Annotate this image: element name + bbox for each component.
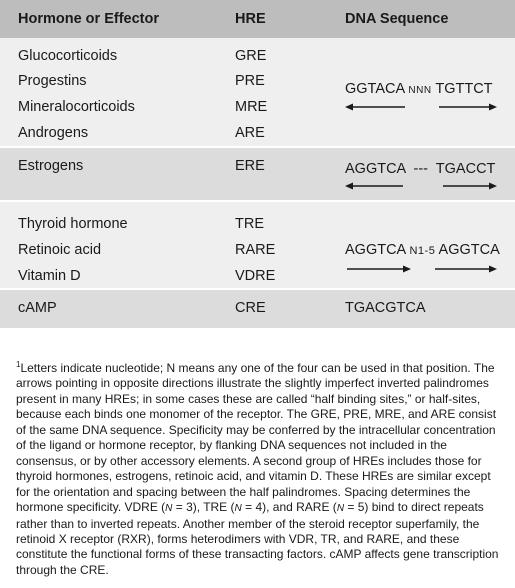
effector-name: Retinoic acid [18, 242, 102, 258]
seq-spacer: N1-5 [409, 245, 436, 257]
group-estrogen [0, 148, 515, 200]
direct-arrows-icon [345, 264, 505, 274]
hre-name: TRE [235, 216, 264, 232]
effector-name: Thyroid hormone [18, 216, 128, 232]
seq-left: GGTACA [345, 81, 405, 97]
effector-name: cAMP [18, 300, 57, 316]
hre-name: ERE [235, 158, 265, 174]
header-effector: Hormone or Effector [18, 11, 159, 27]
effector-name: Estrogens [18, 158, 84, 174]
seq-spacer: --- [413, 161, 428, 177]
hre-name: ARE [235, 125, 265, 141]
header-hre: HRE [235, 11, 266, 27]
hre-name: GRE [235, 48, 267, 64]
hre-name: MRE [235, 99, 268, 115]
header-sequence: DNA Sequence [345, 11, 449, 27]
dna-sequence [345, 161, 495, 177]
dna-sequence [345, 242, 500, 258]
dna-sequence: TGACGTCA [345, 300, 426, 316]
seq-left: AGGTCA [345, 161, 406, 177]
hre-name: PRE [235, 73, 265, 89]
effector-name: Vitamin D [18, 268, 81, 284]
effector-name: Progestins [18, 73, 87, 89]
footnote: $^1$Letters indicate nucleotide; N means any one of the four can be used in that position. The arrows pointing in opposite directions illustrate the slightly imperfect inverted palindromes present in many HREs; in some cases these are called “half binding sites,” or half-sites, because each binds one monomer of the receptor. The GRE, PRE, MRE, and ARE consist of the same DNA sequence. Specificity may be conferred by the intracellular concentration of the ligand or hormone receptor, by flanking DNA sequences not included in the consensus, or by other accessory elements. A second group of HREs includes those for thyroid hormones, estrogens, retinoic acid, and vitamin D. These HREs are similar except for the orientation and spacing between the half palindromes. Spacing determines the hormone specificity. VDRE (N = 3), TRE (N = 4), and RARE (N = 5) bind to direct repeats rather than to inverted repeats. Another member of the steroid receptor superfamily, the retinoid X receptor (RXR), forms heterodimers with VDR, TR, and RARE, and these constitute the functional forms of these transacting factors. cAMP affects gene transcription through the CRE. [16, 360, 499, 577]
group-camp [0, 290, 515, 328]
seq-right: TGTTCT [435, 81, 493, 97]
table-header [0, 0, 515, 38]
footnote-marker: 1 [16, 360, 21, 369]
effector-name: Glucocorticoids [18, 48, 118, 64]
hre-name: RARE [235, 242, 276, 258]
seq-spacer: NNN [408, 85, 432, 96]
hre-name: VDRE [235, 268, 276, 284]
inverted-arrows-icon [345, 181, 505, 191]
effector-name: Mineralocorticoids [18, 99, 135, 115]
effector-name: Androgens [18, 125, 89, 141]
dna-sequence [345, 81, 493, 97]
hre-name: CRE [235, 300, 266, 316]
inverted-arrows-icon [345, 102, 505, 112]
group-steroid [0, 38, 515, 146]
seq-left: AGGTCA [345, 242, 406, 258]
seq-right: AGGTCA [438, 242, 500, 258]
group-direct-repeat [0, 202, 515, 288]
seq-right: TGACCT [435, 161, 496, 177]
